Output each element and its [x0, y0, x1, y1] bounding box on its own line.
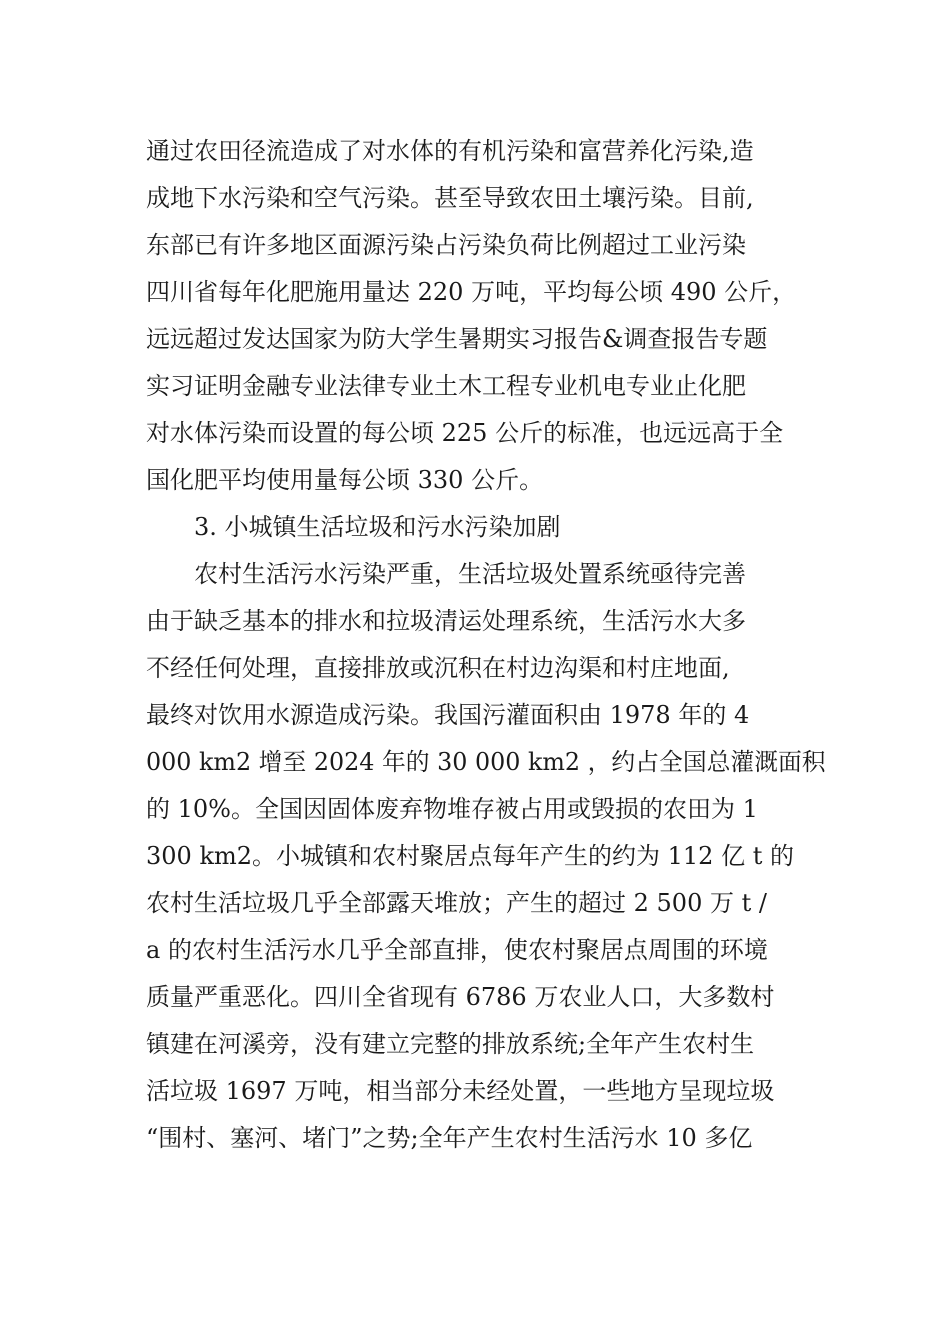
paragraph-start-line: 农村生活污水污染严重，生活垃圾处置系统亟待完善	[194, 560, 746, 588]
text-line: 000 km2 增至 2024 年的 30 000 km2 ，约占全国总灌溉面积	[146, 748, 826, 776]
text-line: 远远超过发达国家为防大学生暑期实习报告&调查报告专题	[146, 325, 768, 353]
text-line: 成地下水污染和空气污染。甚至导致农田土壤污染。目前,	[146, 184, 754, 212]
text-line: 300 km2。小城镇和农村聚居点每年产生的约为 112 亿 t 的	[146, 842, 794, 870]
text-line: a 的农村生活污水几乎全部直排，使农村聚居点周围的环境	[146, 936, 768, 964]
text-line: 实习证明金融专业法律专业土木工程专业机电专业止化肥	[146, 372, 746, 400]
text-line: 东部已有许多地区面源污染占污染负荷比例超过工业污染	[146, 231, 746, 259]
text-line: 不经任何处理，直接排放或沉积在村边沟渠和村庄地面,	[146, 654, 730, 682]
text-line: 通过农田径流造成了对水体的有机污染和富营养化污染,造	[146, 137, 754, 165]
text-line: 最终对饮用水源造成污染。我国污灌面积由 1978 年的 4	[146, 701, 750, 729]
text-line: 四川省每年化肥施用量达 220 万吨，平均每公顷 490 公斤，	[146, 278, 797, 306]
body-text	[146, 128, 826, 1162]
text-line: 镇建在河溪旁，没有建立完整的排放系统;全年产生农村生	[146, 1030, 755, 1058]
paragraph-start-line: 3. 小城镇生活垃圾和污水污染加剧	[194, 513, 561, 541]
text-line: 由于缺乏基本的排水和拉圾清运处理系统，生活污水大多	[146, 607, 746, 635]
text-line: 活垃圾 1697 万吨，相当部分未经处置，一些地方呈现垃圾	[146, 1077, 775, 1105]
text-line: 的 10%。全国因固体废弃物堆存被占用或毁损的农田为 1	[146, 795, 758, 823]
text-line: 农村生活垃圾几乎全部露天堆放；产生的超过 2 500 万 t /	[146, 889, 767, 917]
text-line: 质量严重恶化。四川全省现有 6786 万农业人口，大多数村	[146, 983, 775, 1011]
text-line: “围村、塞河、堵门”之势;全年产生农村生活污水 10 多亿	[146, 1124, 753, 1152]
text-line: 国化肥平均使用量每公顷 330 公斤。	[146, 466, 544, 494]
text-line: 对水体污染而设置的每公顷 225 公斤的标准，也远远高于全	[146, 419, 784, 447]
